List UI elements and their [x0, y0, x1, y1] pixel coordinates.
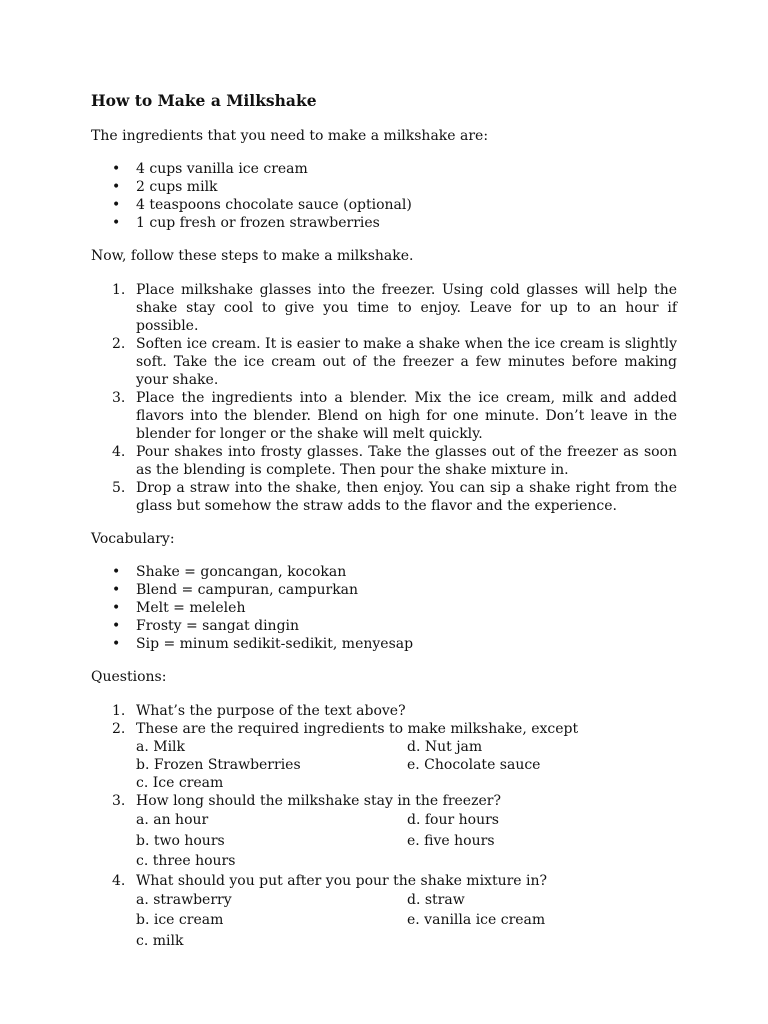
- step-text: Soften ice cream. It is easier to make a shake when the ice cream is slightly soft. Take the ice cream out of the freezer a few minutes before making your shake.: [136, 336, 677, 388]
- ingredients-intro: The ingredients that you need to make a milkshake are:: [91, 128, 489, 144]
- answer-option: d. Nut jam: [407, 739, 483, 755]
- question-number: 3.: [112, 793, 126, 809]
- steps-list: [91, 281, 677, 515]
- vocab-item: • Melt = meleleh: [91, 599, 677, 617]
- step-number: 1.: [112, 282, 126, 298]
- answer-option: e. vanilla ice cream: [407, 912, 546, 928]
- answer-option: c. Ice cream: [136, 775, 224, 791]
- question-item: [91, 720, 677, 792]
- step-item: [91, 443, 677, 479]
- step-text: Place the ingredients into a blender. Mix the ice cream, milk and added flavors into the blender. Blend on high for one minute. Don’t leave in the blender for longer or the shake will melt quickly.: [136, 390, 677, 442]
- answer-option: d. straw: [407, 891, 465, 908]
- questions-heading: Questions:: [91, 669, 167, 685]
- answer-option: e. Chocolate sauce: [407, 757, 541, 773]
- answer-option: c. three hours: [136, 853, 236, 869]
- answer-options: [136, 738, 677, 792]
- question-item: [91, 872, 677, 952]
- answer-option: a. strawberry: [136, 891, 232, 908]
- answer-option: [407, 774, 667, 792]
- step-number: 3.: [112, 390, 126, 406]
- answer-option: b. Frozen Strawberries: [136, 757, 301, 773]
- answer-option: c. milk: [136, 932, 184, 949]
- list-item: • 4 teaspoons chocolate sauce (optional): [91, 196, 677, 214]
- step-item: [91, 335, 677, 389]
- question-text: What’s the purpose of the text above?: [136, 703, 406, 719]
- answer-option: a. an hour: [136, 812, 209, 828]
- answer-options: [136, 810, 677, 872]
- question-text: These are the required ingredients to make milkshake, except: [136, 721, 579, 737]
- answer-options: [136, 890, 677, 952]
- step-item: [91, 389, 677, 443]
- step-number: 5.: [112, 480, 126, 496]
- answer-option: [407, 851, 667, 872]
- step-number: 4.: [112, 444, 126, 460]
- answer-option: e. five hours: [407, 832, 495, 849]
- vocabulary-heading: Vocabulary:: [91, 531, 175, 547]
- step-item: [91, 281, 677, 335]
- vocab-item: • Shake = goncangan, kocokan: [91, 563, 677, 581]
- step-text: Pour shakes into frosty glasses. Take the glasses out of the freezer as soon as the blending is complete. Then pour the shake mixture in.: [136, 444, 677, 478]
- question-item: [91, 702, 677, 720]
- question-text: What should you put after you pour the shake mixture in?: [136, 872, 548, 889]
- list-item: • 1 cup fresh or frozen strawberries: [91, 214, 677, 232]
- ingredients-list: [91, 160, 677, 232]
- step-number: 2.: [112, 336, 126, 352]
- step-text: Drop a straw into the shake, then enjoy. You can sip a shake right from the glass but somehow the straw adds to the flavor and the experience.: [136, 480, 677, 514]
- answer-option: b. two hours: [136, 832, 225, 849]
- question-number: 1.: [112, 703, 126, 719]
- document-title: How to Make a Milkshake: [91, 91, 317, 110]
- question-number: 4.: [112, 872, 126, 889]
- vocab-item: • Sip = minum sedikit-sedikit, menyesap: [91, 635, 677, 653]
- answer-option: a. Milk: [136, 739, 186, 755]
- list-item: • 4 cups vanilla ice cream: [91, 160, 677, 178]
- question-text: How long should the milkshake stay in the freezer?: [136, 793, 501, 809]
- document-page: [91, 91, 677, 951]
- question-item: [91, 792, 677, 872]
- list-item: • 2 cups milk: [91, 178, 677, 196]
- vocabulary-list: [91, 563, 677, 653]
- step-text: Place milkshake glasses into the freezer. Using cold glasses will help the shake stay cool to give you time to enjoy. Leave for up to an hour if possible.: [136, 282, 677, 334]
- question-number: 2.: [112, 721, 126, 737]
- vocab-item: • Frosty = sangat dingin: [91, 617, 677, 635]
- answer-option: [407, 931, 667, 952]
- step-item: [91, 479, 677, 515]
- answer-option: b. ice cream: [136, 912, 224, 928]
- questions-list: [91, 702, 677, 951]
- answer-option: d. four hours: [407, 812, 499, 828]
- steps-intro: Now, follow these steps to make a milkshake.: [91, 248, 414, 264]
- vocab-item: • Blend = campuran, campurkan: [91, 581, 677, 599]
